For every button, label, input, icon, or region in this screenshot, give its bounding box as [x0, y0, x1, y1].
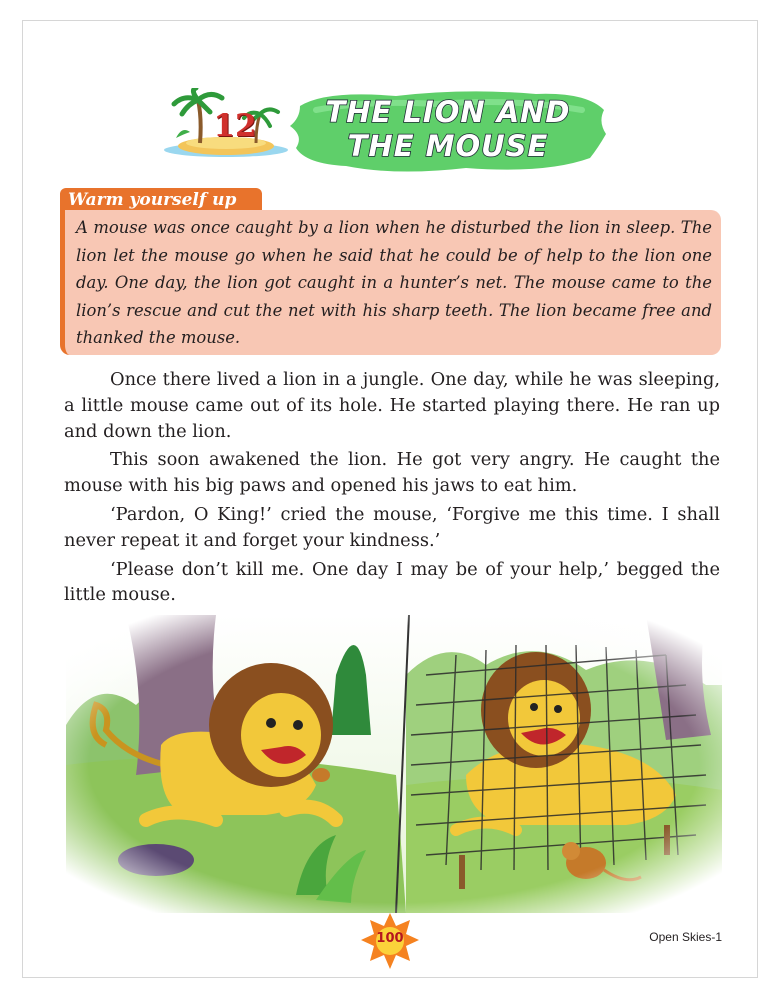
story-paragraph: ‘Please don’t kill me. One day I may be of your help,’ begged the little mouse.	[64, 558, 720, 606]
story-body	[64, 367, 720, 611]
story-paragraph: ‘Pardon, O King!’ cried the mouse, ‘Forgive me this time. I shall never repeat it and forget your kindness.’	[64, 503, 720, 551]
story-paragraph: Once there lived a lion in a jungle. One day, while he was sleeping, a little mouse came out of its hole. He started playing there. He ran up and down the lion.	[64, 369, 720, 442]
chapter-title-line1: THE LION AND	[325, 95, 571, 129]
chapter-title	[300, 95, 596, 163]
page-number: 100	[376, 931, 404, 946]
chapter-number: 12	[213, 108, 257, 144]
book-name: Open Skies-1	[649, 930, 722, 944]
lion-and-mouse-illustration	[66, 615, 722, 913]
chapter-title-line2: THE MOUSE	[347, 129, 549, 163]
story-paragraph: This soon awakened the lion. He got very angry. He caught the mouse with his big paws and opened his jaws to eat him.	[64, 449, 720, 497]
warm-up-heading: Warm yourself up	[68, 190, 237, 210]
warm-up-text: A mouse was once caught by a lion when he disturbed the lion in sleep. The lion let the mouse go when he said that he could be of help to the lion one day. One day, the lion got caught in a hunter’s net. The mouse came to the lion’s rescue and cut the net with his sharp teeth. The lion became free and thanked the mouse.	[76, 218, 712, 348]
